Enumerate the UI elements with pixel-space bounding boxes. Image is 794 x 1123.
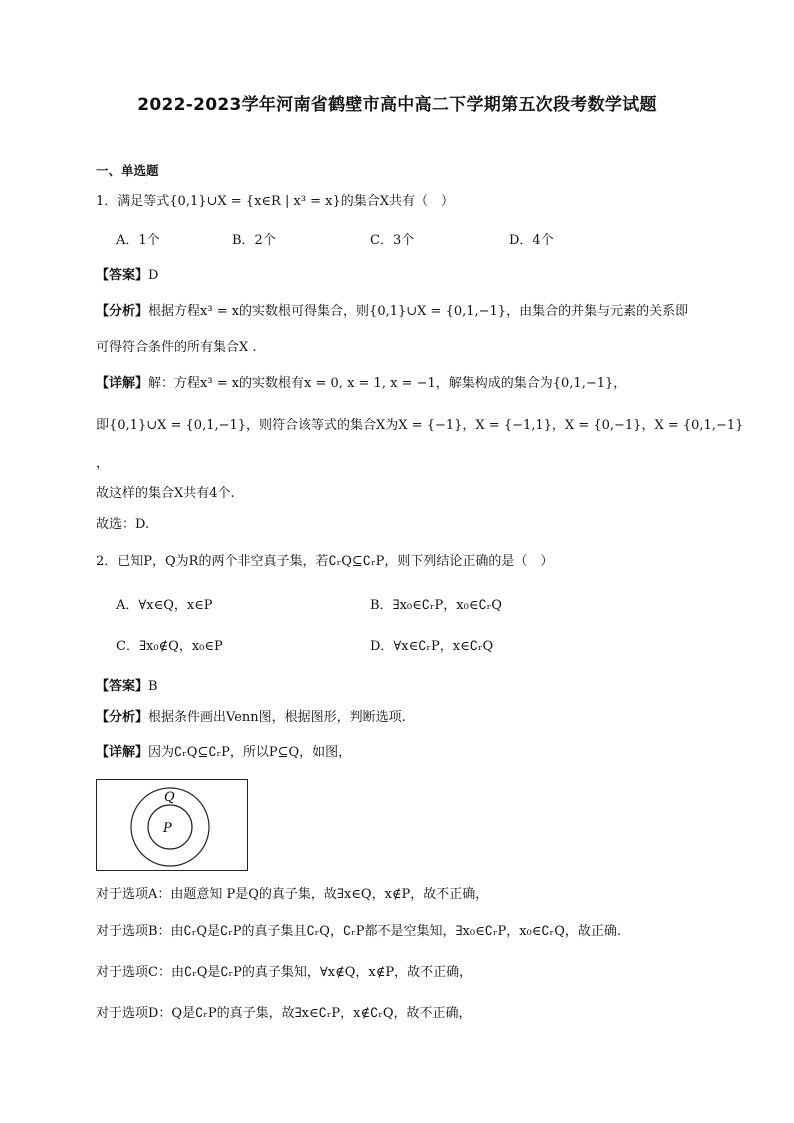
analysis-text: 根据条件画出Venn图，根据图形，判断选项. xyxy=(148,710,406,725)
detail-text: 因为∁ᵣQ⊆∁ᵣP，所以P⊆Q，如图， xyxy=(148,745,352,760)
detail-tag: 【详解】 xyxy=(96,745,149,760)
page-title: 2022-2023学年河南省鹤壁市高中高二下学期第五次段考数学试题 xyxy=(137,95,657,115)
q2-detail xyxy=(96,744,351,762)
q1-option-c: C．3个 xyxy=(370,233,415,248)
q1-option-d: D．4个 xyxy=(509,233,554,248)
q1-detail-5: 故选：D. xyxy=(96,517,150,532)
q2-explain-a: 对于选项A：由题意知 P是Q的真子集，故∃x∈Q，x∉P，故不正确， xyxy=(96,887,489,902)
q1-detail-4: 故这样的集合X共有4个. xyxy=(96,486,235,501)
analysis-tag: 【分析】 xyxy=(96,710,149,725)
q1-detail-2: 即{0,1}∪X = {0,1,−1}，则符合该等式的集合X为X = {−1}，X = {−1,1}，X = {0,−1}，X = {0,1,−1} xyxy=(96,418,744,433)
set-p-label: P xyxy=(163,821,172,836)
q1-detail xyxy=(96,375,626,393)
q2-analysis xyxy=(96,709,406,727)
set-q-label: Q xyxy=(164,790,175,805)
detail-tag: 【详解】 xyxy=(96,376,149,391)
venn-diagram xyxy=(96,779,248,871)
q1-answer xyxy=(96,267,158,285)
answer-tag: 【答案】 xyxy=(96,268,149,283)
venn-svg xyxy=(97,780,249,872)
q2-option-c: C．∃x₀∉Q，x₀∈P xyxy=(116,639,223,654)
answer-tag: 【答案】 xyxy=(96,679,149,694)
q1-stem: 1．满足等式{0,1}∪X = {x∈R | x³ = x}的集合X共有（ ） xyxy=(96,194,455,209)
q2-stem: 2．已知P，Q为R的两个非空真子集，若∁ᵣQ⊆∁ᵣP，则下列结论正确的是（ ） xyxy=(96,554,554,569)
q1-option-b: B．2个 xyxy=(232,233,276,248)
q1-detail-3: ， xyxy=(96,456,110,471)
q1-analysis-cont: 可得符合条件的所有集合X . xyxy=(96,340,257,355)
q2-option-b: B．∃x₀∈∁ᵣP，x₀∈∁ᵣQ xyxy=(370,598,502,613)
q2-option-a: A．∀x∈Q，x∈P xyxy=(116,598,213,613)
q2-answer xyxy=(96,678,158,696)
analysis-text: 根据方程x³ = x的实数根可得集合，则{0,1}∪X = {0,1,−1}，由集合的并集与元素的关系即 xyxy=(148,304,689,319)
answer-value: D xyxy=(148,268,159,283)
analysis-tag: 【分析】 xyxy=(96,304,149,319)
q1-option-a: A．1个 xyxy=(116,233,160,248)
q2-explain-c: 对于选项C：由∁ᵣQ是∁ᵣP的真子集知，∀x∉Q，x∉P，故不正确， xyxy=(96,965,473,980)
detail-text: 解：方程x³ = x的实数根有x = 0, x = 1, x = −1，解集构成的集合为{0,1,−1}， xyxy=(148,376,627,391)
q1-analysis xyxy=(96,303,688,321)
q2-explain-b: 对于选项B：由∁ᵣQ是∁ᵣP的真子集且∁ᵣQ，∁ᵣP都不是空集知，∃x₀∈∁ᵣP，x₀∈∁ᵣQ，故正确. xyxy=(96,924,621,939)
q2-explain-d: 对于选项D：Q是∁ᵣP的真子集，故∃x∈∁ᵣP，x∉∁ᵣQ，故不正确， xyxy=(96,1006,472,1021)
q2-option-d: D．∀x∈∁ᵣP，x∈∁ᵣQ xyxy=(370,639,494,654)
answer-value: B xyxy=(148,679,158,694)
section-heading: 一、单选题 xyxy=(96,163,159,178)
